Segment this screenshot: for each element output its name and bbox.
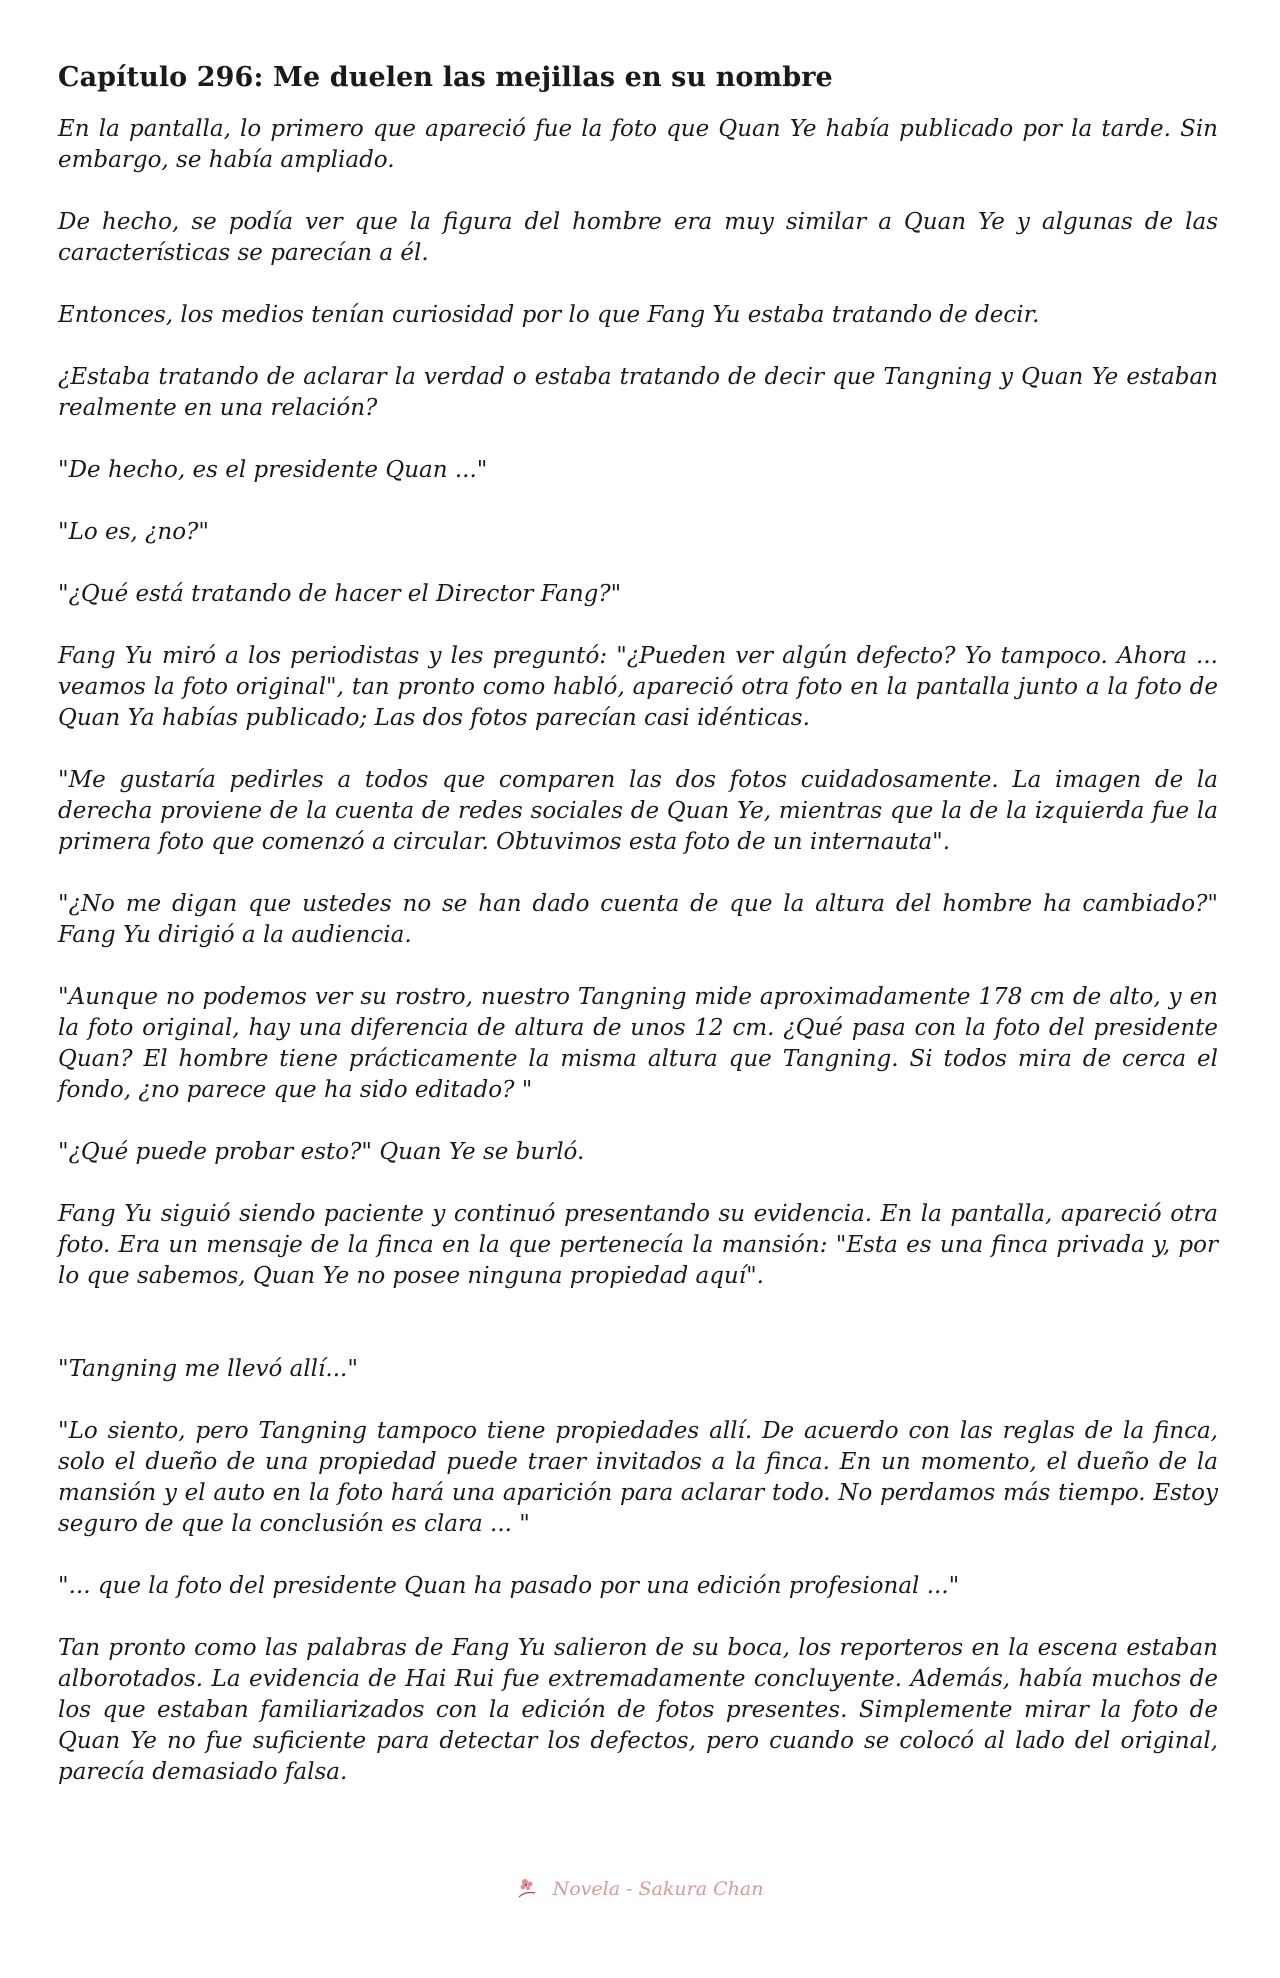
watermark [0, 1877, 1280, 1900]
dialogue-line: "¿Qué puede probar esto?" Quan Ye se burló. [58, 1139, 585, 1165]
dialogue-line: "Aunque no podemos ver su rostro, nuestro Tangning mide aproximadamente 178 cm de alto, y en la foto original, hay una diferencia de altura de unos 12 cm. ¿Qué pasa con la foto del presidente Quan? El hombre tiene prácticamente la misma altura que Tangning. Si todos mira de cerca el fondo, ¿no parece que ha sido editado? " [58, 984, 1218, 1103]
watermark-text: Novela - Sakura Chan [552, 1878, 764, 1900]
dialogue-line: "¿Qué está tratando de hacer el Director Fang?" [58, 581, 622, 607]
chapter-title: Capítulo 296: Me duelen las mejillas en su nombre [58, 62, 833, 93]
dialogue-line: "De hecho, es el presidente Quan ..." [58, 457, 488, 483]
dialogue-line: "¿No me digan que ustedes no se han dado cuenta de que la altura del hombre ha cambiado?" Fang Yu dirigió a la audiencia. [58, 891, 1218, 948]
paragraph: Tan pronto como las palabras de Fang Yu salieron de su boca, los reporteros en la escena estaban alborotados. La evidencia de Hai Rui fue extremadamente concluyente. Además, había muchos de los que estaban familiarizados con la edición de fotos presentes. Simplemente mirar la foto de Quan Ye no fue suficiente para detectar los defectos, pero cuando se colocó al lado del original, parecía demasiado falsa. [58, 1635, 1218, 1785]
dialogue-line: "Lo siento, pero Tangning tampoco tiene propiedades allí. De acuerdo con las reglas de la finca, solo el dueño de una propiedad puede traer invitados a la finca. En un momento, el dueño de la mansión y el auto en la foto hará una aparición para aclarar todo. No perdamos más tiempo. Estoy seguro de que la conclusión es clara ... " [58, 1418, 1218, 1537]
sakura-flower-icon [517, 1877, 539, 1899]
paragraph: Fang Yu miró a los periodistas y les preguntó: "¿Pueden ver algún defecto? Yo tampoco. Ahora ... veamos la foto original", tan pronto como habló, apareció otra foto en la pantalla junto a la foto de Quan Ya habías publicado; Las dos fotos parecían casi idénticas. [58, 643, 1218, 731]
paragraph: Fang Yu siguió siendo paciente y continuó presentando su evidencia. En la pantalla, apareció otra foto. Era un mensaje de la finca en la que pertenecía la mansión: "Esta es una finca privada y, por lo que sabemos, Quan Ye no posee ninguna propiedad aquí". [58, 1201, 1218, 1289]
dialogue-line: "... que la foto del presidente Quan ha pasado por una edición profesional ..." [58, 1573, 960, 1599]
paragraph: ¿Estaba tratando de aclarar la verdad o estaba tratando de decir que Tangning y Quan Ye estaban realmente en una relación? [58, 364, 1218, 421]
paragraph: Entonces, los medios tenían curiosidad por lo que Fang Yu estaba tratando de decir. [58, 302, 1040, 328]
paragraph: En la pantalla, lo primero que apareció fue la foto que Quan Ye había publicado por la tarde. Sin embargo, se había ampliado. [58, 116, 1218, 173]
dialogue-line: "Me gustaría pedirles a todos que comparen las dos fotos cuidadosamente. La imagen de la derecha proviene de la cuenta de redes sociales de Quan Ye, mientras que la de la izquierda fue la primera foto que comenzó a circular. Obtuvimos esta foto de un internauta". [58, 767, 1218, 855]
dialogue-line: "Lo es, ¿no?" [58, 519, 209, 545]
chapter-page [58, 52, 1218, 1819]
paragraph: De hecho, se podía ver que la figura del hombre era muy similar a Quan Ye y algunas de las características se parecían a él. [58, 209, 1218, 266]
dialogue-line: "Tangning me llevó allí..." [58, 1356, 358, 1382]
